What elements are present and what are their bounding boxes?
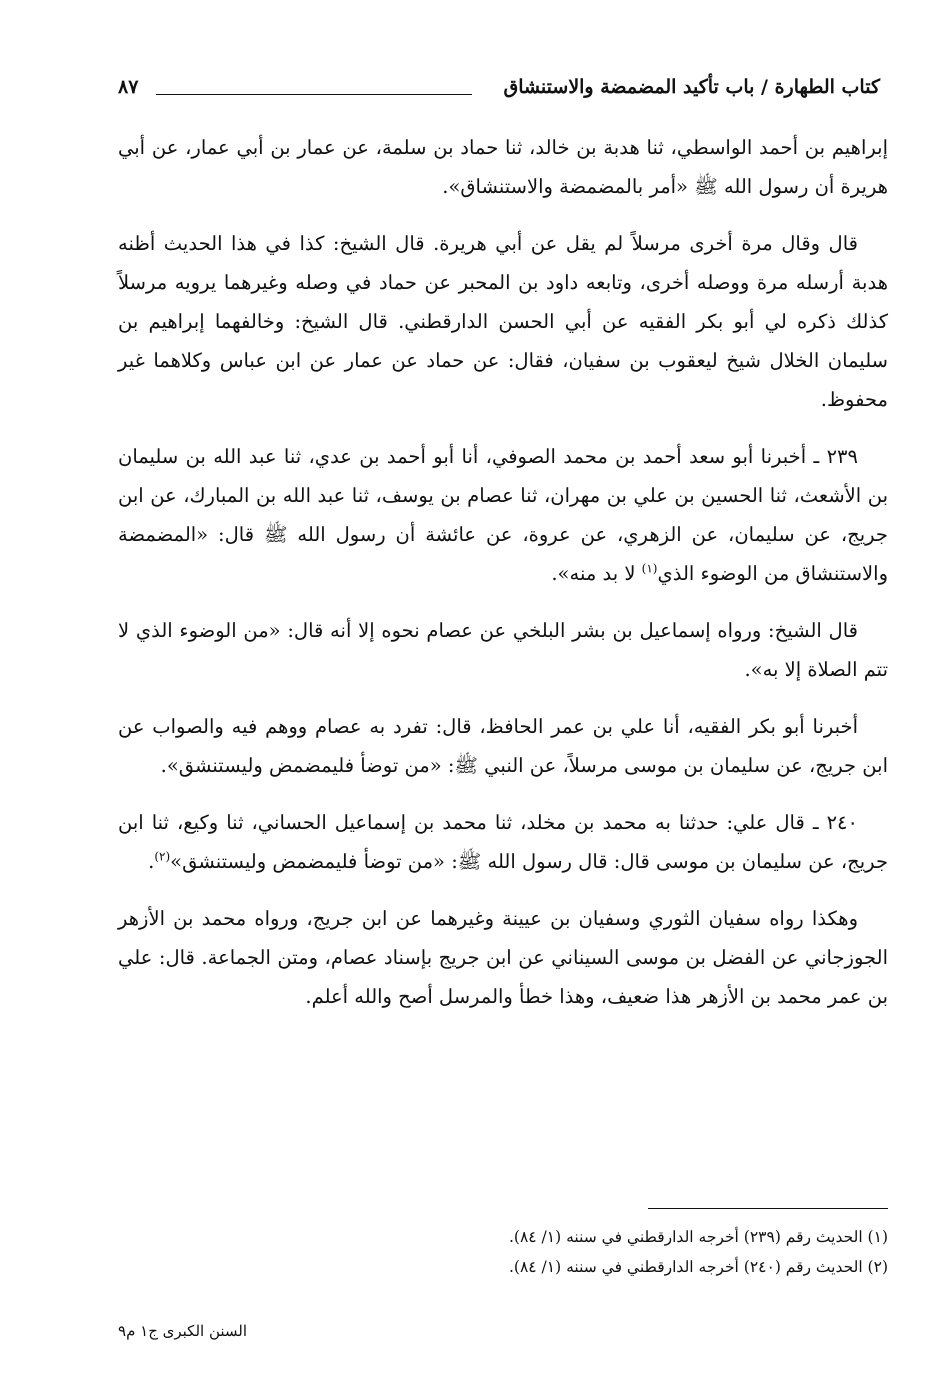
footnote: (١) الحديث رقم (٢٣٩) أخرجه الدارقطني في سننه (١/ ٨٤).	[508, 1228, 888, 1246]
hadith-239	[118, 437, 888, 593]
header-rule	[156, 94, 472, 95]
paragraph: وهكذا رواه سفيان الثوري وسفيان بن عيينة وغيرهما عن ابن جريج، ورواه محمد بن الأزهر الجوزجاني عن الفضل بن موسى السيناني عن ابن جريج بإسناد عصام، ومتن الجماعة. قال: علي بن عمر محمد بن الأزهر هذا ضعيف، وهذا خطأ والمرسل أصح والله أعلم.	[118, 907, 888, 1008]
footnote-rule	[648, 1208, 888, 1209]
paragraph: قال وقال مرة أخرى مرسلاً لم يقل عن أبي هريرة. قال الشيخ: كذا في هذا الحديث أظنه هدبة أرسله مرة ووصله أخرى، وتابعه داود بن المحبر عن حماد في وصله وغيرهما يرويه مرسلاً كذلك ذكره لي أبو بكر الفقيه عن أبي الحسن الدارقطني. قال الشيخ: وخالفهما إبراهيم بن سليمان الخلال شيخ ليعقوب بن سفيان، فقال: عن حماد عن عمار عن ابن عباس وكلاهما غير محفوظ.	[118, 232, 888, 411]
hadith-240: ٢٤٠ ـ قال علي: حدثنا به محمد بن مخلد، ثنا محمد بن إسماعيل الحساني، ثنا وكيع، ثنا ابن جريج، عن سليمان بن موسى قال: قال رسول الله ﷺ: «من توضأ فليمضمض وليستنشق»$^{(٢)}$.	[118, 811, 888, 873]
paragraph: أخبرنا أبو بكر الفقيه، أنا علي بن عمر الحافظ، قال: تفرد به عصام ووهم فيه والصواب عن ابن جريج، عن سليمان بن موسى مرسلاً، عن النبي ﷺ: «من توضأ فليمضمض وليستنشق».	[118, 715, 888, 777]
paragraph: إبراهيم بن أحمد الواسطي، ثنا هدبة بن خالد، ثنا حماد بن سلمة، عن عمار بن أبي عمار، عن أبي هريرة أن رسول الله ﷺ «أمر بالمضمضة والاستنشاق».	[118, 136, 888, 198]
paragraph-text: ٢٤٠ ـ قال علي: حدثنا به محمد بن مخلد، ثنا محمد بن إسماعيل الحساني، ثنا وكيع، ثنا ابن جريج، عن سليمان بن موسى قال: قال رسول الله ﷺ: «من توضأ فليمضمض وليستنشق»	[118, 811, 888, 873]
footnote-marker: (٢)	[154, 849, 171, 864]
main-text	[118, 128, 888, 1034]
footnote: (٢) الحديث رقم (٢٤٠) أخرجه الدارقطني في سننه (١/ ٨٤).	[508, 1258, 888, 1276]
running-header	[118, 72, 880, 106]
printer-signature: السنن الكبرى ج١ م٩	[118, 1322, 248, 1340]
paragraph: قال الشيخ: ورواه إسماعيل بن بشر البلخي عن عصام نحوه إلا أنه قال: «من الوضوء الذي لا تتم الصلاة إلا به».	[118, 619, 888, 681]
paragraph-text: لا بد منه».	[551, 562, 636, 585]
chapter-title: كتاب الطهارة / باب تأكيد المضمضة والاستنشاق	[503, 76, 880, 98]
page-number: ٨٧	[118, 76, 139, 98]
footnote-marker: (١)	[641, 561, 658, 576]
paragraph-text: ٢٣٩ ـ أخبرنا أبو سعد أحمد بن محمد الصوفي، أنا أبو أحمد بن عدي، ثنا عبد الله بن سليمان بن الأشعث، ثنا الحسين بن علي بن مهران، ثنا عصام بن يوسف، ثنا عبد الله بن المبارك، عن ابن جريج، عن سليمان، عن الزهري، عن عروة، عن عائشة أن رسول الله ﷺ قال: «المضمضة والاستنشاق من الوضوء الذي	[118, 445, 888, 585]
footnotes	[118, 1222, 888, 1282]
